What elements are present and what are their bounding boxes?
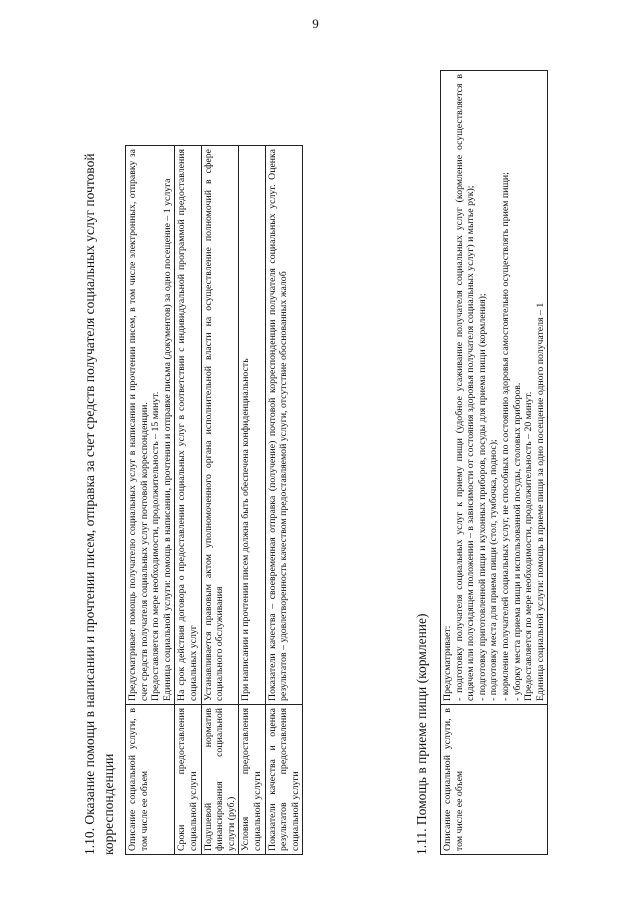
table-row: [175, 146, 201, 855]
section-title-1-11: 1.11. Помощь в приеме пищи (кормление): [414, 613, 429, 855]
value-line: При написании и прочтении писем должна быть обеспечена конфиденциальность: [240, 358, 252, 701]
row-label: Показатели качества и оценка результатов предоставления социальной услуги: [265, 705, 303, 855]
value-line: - подготовку приготовленной пищи и кухонных приборов, посуды для приема пищи (кормления);: [476, 293, 488, 701]
row-value: [175, 146, 201, 705]
value-line: Показатели качества – своевременная отправка (получение) почтовой корреспонденции получателя социальных услуг. Оценка результатов – удовлетворенность качеством предоставляемой услуги, отсутствие обоснованных жалоб: [266, 149, 290, 701]
section-title-1-10: 1.10. Оказание помощи в написании и прочтении писем, отправка за счет средств получателя социальных услуг почтовой корреспонденции: [82, 153, 116, 855]
row-value: [265, 146, 303, 705]
row-value: [441, 71, 548, 705]
rotated-page-content: [0, 45, 631, 875]
service-table-1-11: [440, 70, 548, 855]
value-line: - кормление получателей социальных услуг, не способных по состоянию здоровья самостоятельно осуществлять прием пищи;: [499, 172, 511, 701]
value-line: Предоставляется по мере необходимости, продолжительность – 20 минут.: [523, 391, 535, 701]
value-line: - уборку места приема пищи и использованной посуды, столовых приборов.: [511, 382, 523, 701]
value-line: На срок действия договора о предоставлении социальных услуг в соответствии с индивидуальной программой предоставления социальных услуг: [176, 149, 199, 701]
table-row: [239, 146, 265, 855]
table-row: [441, 71, 548, 855]
table-row: [265, 146, 303, 855]
row-value: [126, 146, 175, 705]
value-line: Предоставляется по мере необходимости, продолжительность – 15 минут.: [150, 391, 162, 701]
row-label: Подушевой норматив финансирования социальной услуги (руб.): [201, 705, 239, 855]
value-line: Единица социальной услуги: помощь в написании, прочтении и отправке письма (документов) за одно посещение – 1 услуга: [161, 178, 173, 701]
page-number: 9: [312, 16, 319, 31]
row-label: Описание социальной услуги, в том числе ее объем: [441, 705, 548, 855]
row-label: Условия предоставления социальной услуги: [239, 705, 265, 855]
row-value: [239, 146, 265, 705]
value-line: Устанавливается правовым актом уполномоченного органа исполнительной власти на осуществление полномочий в сфере социального обслуживания: [202, 149, 226, 701]
row-label: Сроки предоставления социальной услуги: [175, 705, 201, 855]
table-row: [126, 146, 175, 855]
table-row: [201, 146, 239, 855]
value-line: Предусматривает:: [442, 625, 453, 701]
value-line: Предусматривает помощь получателю социальных услуг в написании и прочтении писем, в том числе электронных, отправку за счет средств получателя социальных услуг почтовой корреспонденции.: [127, 149, 150, 701]
service-table-1-10: [125, 145, 303, 855]
value-line: - подготовку получателя социальных услуг к приему пищи (удобное усаживание получателя социальных услуг (кормление осуществляется в сидячем или полусидящем положении – в зависимости от состояния здоровья получателя социальных услуг) и мытье рук);: [453, 74, 477, 701]
value-line: Единица социальной услуги: помощь в приеме пищи за одно посещение одного получателя – 1: [534, 302, 546, 701]
value-line: - подготовку места для приема пищи (стол, тумбочка, поднос);: [488, 439, 500, 701]
row-value: [201, 146, 239, 705]
row-label: Описание социальной услуги, в том числе ее объем: [126, 705, 175, 855]
